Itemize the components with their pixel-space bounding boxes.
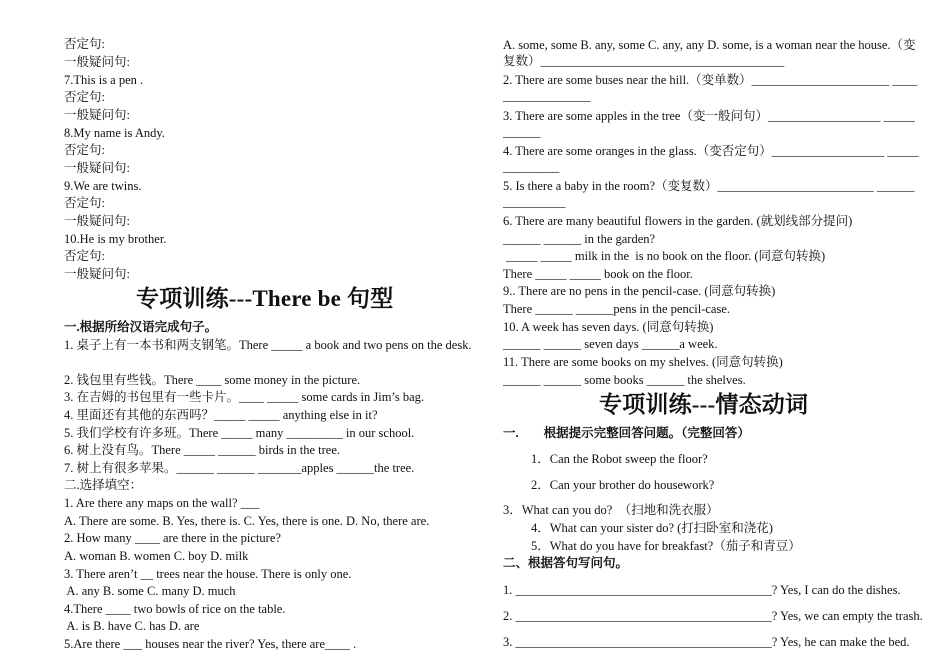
exercise-item: 9.. There are no pens in the pencil-case. (同意句转换) bbox=[503, 284, 776, 298]
exercise-item: 4. There are some oranges in the glass.（变否定句）__________________ ______________ bbox=[503, 144, 919, 174]
negative-label: 否定句: bbox=[64, 143, 105, 157]
exercise-item: 2. _________________________________________? Yes, we can empty the trash. bbox=[503, 609, 923, 623]
exercise-item: 10. A week has seven days. (同意句转换) bbox=[503, 320, 714, 334]
answer-options: A. There are some. B. Yes, there is. C. Yes, there is one. D. No, there are. bbox=[64, 514, 430, 528]
exercise-item: 7. 树上有很多苹果。______ ______ _______apples ______the tree. bbox=[64, 461, 415, 475]
exercise-item: _____ _____ milk in the is no book on the floor. (同意句转换) bbox=[503, 249, 826, 263]
question-label: 一般疑问句: bbox=[64, 55, 130, 69]
exercise-item: 9.We are twins. bbox=[64, 179, 142, 193]
exercise-item: 8.My name is Andy. bbox=[64, 126, 165, 140]
exercise-item: 4．What can your sister do? (打扫卧室和浇花) bbox=[531, 521, 773, 535]
section-heading: 一. 根据提示完整回答问题。（完整回答） bbox=[503, 426, 750, 440]
exercise-item: 2. How many ____ are there in the picture? bbox=[64, 531, 281, 545]
exercise-item: There _____ _____ book on the floor. bbox=[503, 267, 693, 281]
exercise-item: 3. There are some apples in the tree（变一般问句）__________________ ___________ bbox=[503, 109, 915, 139]
exercise-item: 2．Can your brother do housework? bbox=[531, 478, 715, 492]
negative-label: 否定句: bbox=[64, 196, 105, 210]
exercise-item: ______ ______ in the garden? bbox=[503, 232, 656, 246]
exercise-item: 6. 树上没有鸟。There _____ ______ birds in the tree. bbox=[64, 443, 340, 457]
exercise-item: 11. There are some books on my shelves. (同意句转换) bbox=[503, 355, 783, 369]
exercise-item: 10.He is my brother. bbox=[64, 232, 167, 246]
exercise-item: 1. 桌子上有一本书和两支钢笔。There _____ a book and two pens on the desk. bbox=[64, 338, 472, 352]
exercise-item: A. some, some B. any, some C. any, any D. some, is a woman near the house.（变复数）_______________________________________ bbox=[503, 38, 916, 68]
question-label: 一般疑问句: bbox=[64, 214, 130, 228]
exercise-item: 4. 里面还有其他的东西吗？_____ _____ anything else in it? bbox=[64, 408, 378, 422]
section-heading: 一.根据所给汉语完成句子。 bbox=[64, 320, 218, 334]
exercise-item: 1. _________________________________________? Yes, I can do the dishes. bbox=[503, 583, 901, 597]
exercise-item: 5.Are there ___ houses near the river? Yes, there are____ . bbox=[64, 637, 357, 651]
question-label: 一般疑问句: bbox=[64, 161, 130, 175]
exercise-item: 3．What can you do? （扫地和洗衣服） bbox=[503, 503, 719, 517]
exercise-item: 5. Is there a baby in the room?（变复数）_________________________ ________________ bbox=[503, 179, 915, 209]
question-label: 一般疑问句: bbox=[64, 108, 130, 122]
exercise-item: There ______ ______pens in the pencil-case. bbox=[503, 302, 731, 316]
exercise-item: 5. 我们学校有许多班。There _____ many _________ in our school. bbox=[64, 426, 415, 440]
negative-label: 否定句: bbox=[64, 37, 105, 51]
exercise-item: 1．Can the Robot sweep the floor? bbox=[531, 452, 708, 466]
exercise-item: ______ ______ some books ______ the shelves. bbox=[503, 373, 746, 387]
answer-options: A. any B. some C. many D. much bbox=[64, 584, 236, 598]
exercise-item: 3. 在吉姆的书包里有一些卡片。____ _____ some cards in Jim’s bag. bbox=[64, 390, 425, 404]
exercise-item: 4.There ____ two bowls of rice on the table. bbox=[64, 602, 286, 616]
section-title-modal-verbs: 专项训练---情态动词 bbox=[599, 392, 809, 417]
exercise-item: 2. There are some buses near the hill.（变单数）______________________ __________________ bbox=[503, 73, 918, 103]
exercise-item: 1. Are there any maps on the wall? ___ bbox=[64, 496, 260, 510]
exercise-item: ______ ______ seven days ______a week. bbox=[503, 337, 718, 351]
answer-options: A. woman B. women C. boy D. milk bbox=[64, 549, 249, 563]
exercise-item: 3. There aren’t __ trees near the house. There is only one. bbox=[64, 567, 352, 581]
answer-options: A. is B. have C. has D. are bbox=[64, 619, 200, 633]
section-heading: 二、根据答句写问句。 bbox=[503, 556, 629, 570]
exercise-item: 6. There are many beautiful flowers in the garden. (就划线部分提问) bbox=[503, 214, 853, 228]
section-title-there-be: 专项训练---There be 句型 bbox=[136, 286, 394, 311]
section-heading: 二.选择填空： bbox=[64, 478, 143, 492]
exercise-item: 2. 钱包里有些钱。There ____ some money in the picture. bbox=[64, 373, 361, 387]
exercise-item: 3. _________________________________________? Yes, he can make the bed. bbox=[503, 635, 910, 649]
exercise-item: 5．What do you have for breakfast?（茄子和青豆） bbox=[531, 539, 801, 553]
negative-label: 否定句: bbox=[64, 90, 105, 104]
negative-label: 否定句: bbox=[64, 249, 105, 263]
exercise-item: 7.This is a pen . bbox=[64, 73, 144, 87]
question-label: 一般疑问句: bbox=[64, 267, 130, 281]
